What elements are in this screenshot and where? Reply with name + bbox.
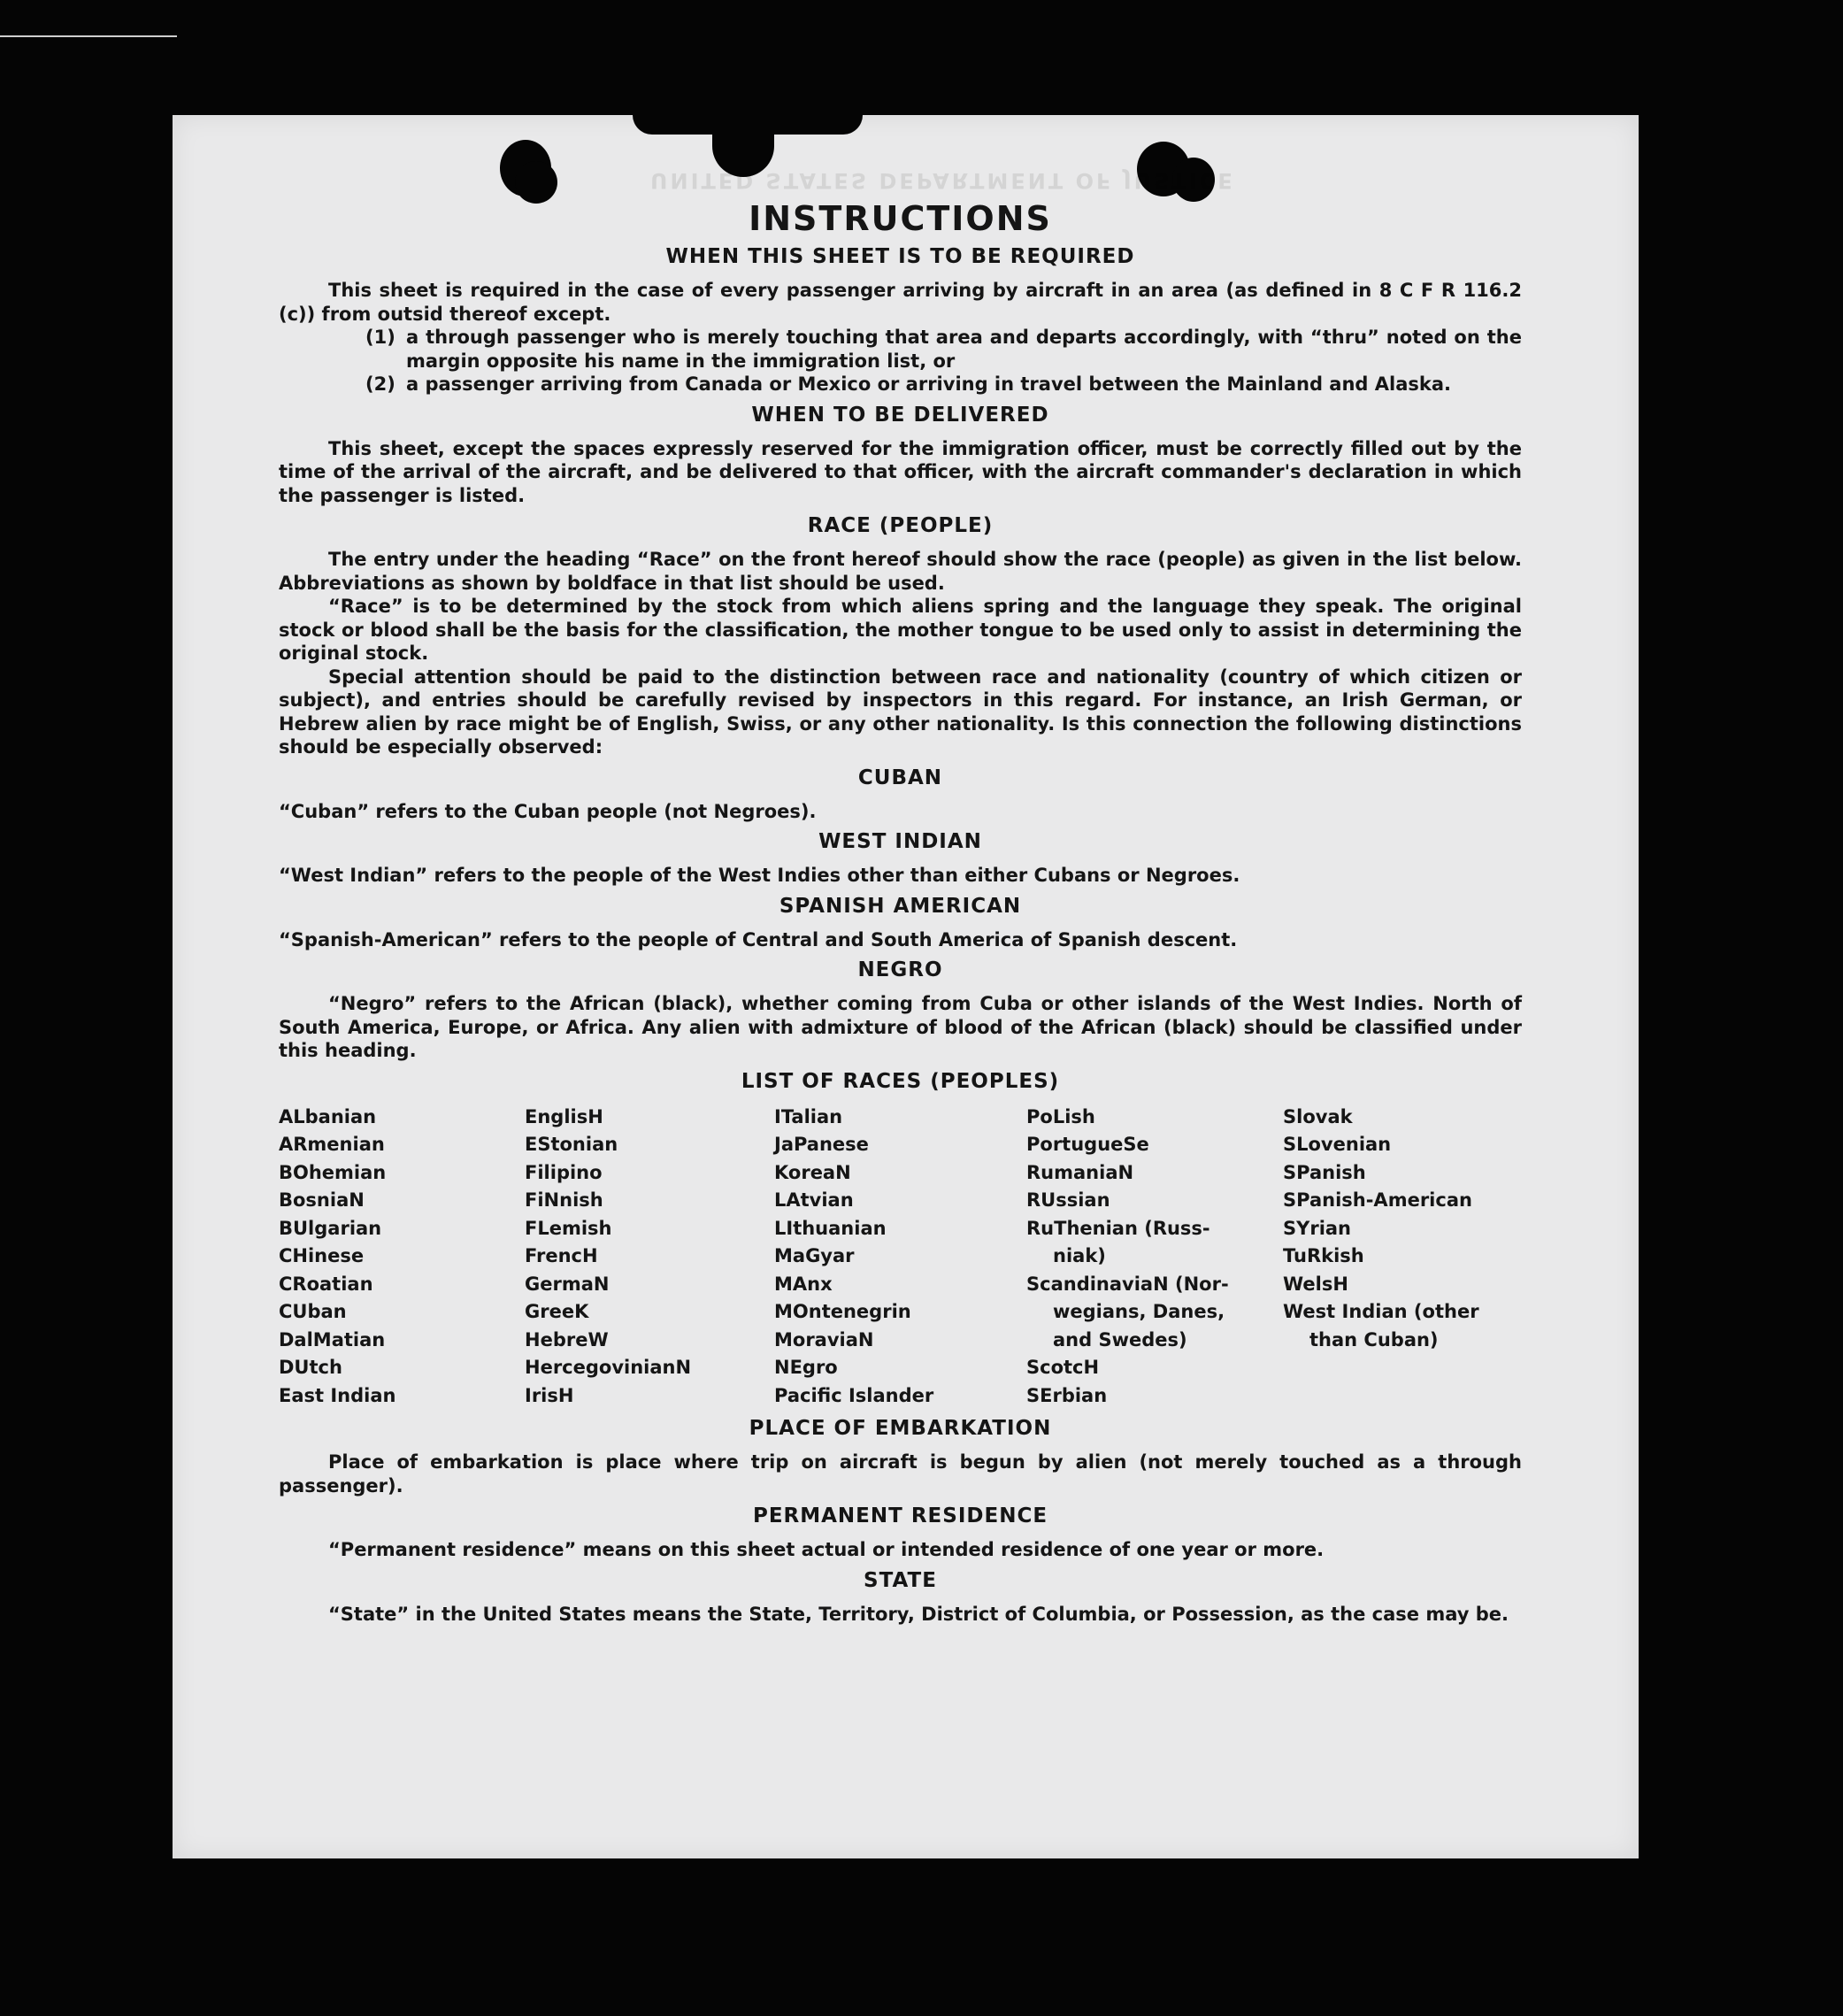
race-entry: RUssian (1026, 1189, 1110, 1211)
race-entry: GermaN (525, 1273, 610, 1295)
races-column (279, 1104, 525, 1411)
exception-number: (2) (365, 373, 395, 395)
race-entry: Filipino (525, 1161, 603, 1183)
heading-embarkation: PLACE OF EMBARKATION (749, 1417, 1052, 1440)
race-entry: ScotcH (1026, 1357, 1100, 1378)
race-entry: HercegovinianN (525, 1357, 692, 1378)
race-entry: EnglisH (525, 1105, 603, 1127)
race-entry: SLovenian (1283, 1134, 1392, 1155)
race-entry: SErbian (1026, 1384, 1108, 1406)
race-entry: FrencH (525, 1245, 598, 1266)
race-entry: EStonian (525, 1134, 618, 1155)
race-entry: NEgro (774, 1357, 838, 1378)
race-entry: PortugueSe (1026, 1134, 1149, 1155)
race-entry: IrisH (525, 1384, 574, 1406)
race-entry: CHinese (279, 1245, 365, 1266)
race-entry: CRoatian (279, 1273, 373, 1295)
race-paragraph: “Race” is to be determined by the stock from which aliens spring and the language they speak. The original stock or blood shall be the basis for the classification, the mother tongue to be used only to assist in determining the original stock. (279, 596, 1522, 664)
race-entry: JaPanese (774, 1134, 869, 1155)
punch-hole-left-lower (515, 161, 557, 204)
when-required-intro: This sheet is required in the case of every passenger arriving by aircraft in an area (as defined in 8 C F R 116.2 (c)) from outsid thereof except. (279, 280, 1522, 325)
races-column (1026, 1104, 1283, 1411)
race-entry: Pacific Islander (774, 1384, 934, 1406)
state-text: “State” in the United States means the State, Territory, District of Columbia, or Possession, as the case may be. (328, 1603, 1509, 1625)
residence-text: “Permanent residence” means on this sheet actual or intended residence of one year or more. (328, 1539, 1325, 1560)
race-entry: Slovak (1283, 1105, 1353, 1127)
race-entry-continued: than Cuban) (1309, 1328, 1439, 1350)
race-paragraph: The entry under the heading “Race” on the front hereof should show the race (people) as given in the list below. Abbreviations as shown by boldface in that list should be used. (279, 549, 1522, 594)
heading-negro: NEGRO (857, 958, 943, 981)
page-title: INSTRUCTIONS (749, 199, 1052, 238)
heading-spanish-american: SPANISH AMERICAN (779, 894, 1022, 918)
races-list (279, 1104, 1522, 1411)
race-entry: ScandinaviaN (Nor- (1026, 1273, 1229, 1295)
exception-number: (1) (365, 327, 395, 348)
heading-state: STATE (864, 1568, 937, 1592)
heading-west-indian: WEST INDIAN (818, 830, 982, 853)
exception-item (279, 373, 1522, 396)
race-entry: ARmenian (279, 1134, 385, 1155)
race-entry: DalMatian (279, 1328, 386, 1350)
race-paragraph: Special attention should be paid to the distinction between race and nationality (country of which citizen or subject), and entries should be carefully revised by inspectors in this regard. For instance, an Irish German, or Hebrew alien by race might be of English, Swiss, or any other nationality. Is this connection the following distinctions should be especially observed: (279, 666, 1522, 758)
race-entry: BOhemian (279, 1161, 387, 1183)
heading-list-of-races: LIST OF RACES (PEOPLES) (741, 1069, 1060, 1093)
race-entry: West Indian (other (1283, 1301, 1479, 1322)
race-entry: MAnx (774, 1273, 833, 1295)
races-column (1283, 1104, 1522, 1411)
race-entry: TuRkish (1283, 1245, 1364, 1266)
bleed-through-text: UNITED STATES DEPARTMENT OF JUSTICE (650, 168, 1235, 193)
race-entry: MaGyar (774, 1245, 855, 1266)
race-entry: RuThenian (Russ- (1026, 1217, 1210, 1239)
race-entry: MoraviaN (774, 1328, 874, 1350)
heading-when-delivered: WHEN TO BE DELIVERED (751, 403, 1049, 427)
cuban-text: “Cuban” refers to the Cuban people (not Negroes). (279, 800, 817, 822)
race-entry: MOntenegrin (774, 1301, 911, 1322)
exception-text: a through passenger who is merely touching that area and departs accordingly, with “thru” noted on the margin opposite his name in the immigration list, or (406, 327, 1522, 372)
race-entry: SPanish (1283, 1161, 1366, 1183)
race-entry: East Indian (279, 1384, 396, 1406)
race-entry: LAtvian (774, 1189, 854, 1211)
races-column (774, 1104, 1026, 1411)
embarkation-text: Place of embarkation is place where trip on aircraft is begun by alien (not merely touched as a through passenger). (279, 1451, 1522, 1497)
instructions-content (279, 199, 1522, 1626)
race-entry-continued: niak) (1053, 1245, 1106, 1266)
race-entry: ITalian (774, 1105, 843, 1127)
document-page (173, 115, 1639, 1858)
scan-edge-mark (0, 35, 177, 37)
exception-item (279, 326, 1522, 373)
race-entry: BUlgarian (279, 1217, 382, 1239)
spanish-american-text: “Spanish-American” refers to the people of Central and South America of Spanish descent. (279, 928, 1238, 950)
race-entry: FLemish (525, 1217, 612, 1239)
race-entry: KoreaN (774, 1161, 851, 1183)
race-entry: PoLish (1026, 1105, 1095, 1127)
race-entry: DUtch (279, 1357, 342, 1378)
race-entry: ALbanian (279, 1105, 377, 1127)
race-entry: WelsH (1283, 1273, 1348, 1295)
heading-when-required: WHEN THIS SHEET IS TO BE REQUIRED (665, 245, 1135, 268)
when-delivered-text: This sheet, except the spaces expressly reserved for the immigration officer, must be correctly filled out by the time of the arrival of the aircraft, and be delivered to that officer, with the aircraft commander's declaration in which the passenger is listed. (279, 437, 1522, 506)
race-entry-continued: and Swedes) (1053, 1328, 1187, 1350)
heading-cuban: CUBAN (857, 766, 943, 789)
race-entry: BosniaN (279, 1189, 365, 1211)
race-entry: GreeK (525, 1301, 589, 1322)
race-entry: CUban (279, 1301, 347, 1322)
west-indian-text: “West Indian” refers to the people of the West Indies other than either Cubans or Negroes. (279, 865, 1240, 886)
race-entry: SYrian (1283, 1217, 1352, 1239)
races-column (525, 1104, 774, 1411)
race-entry: LIthuanian (774, 1217, 887, 1239)
race-entry: RumaniaN (1026, 1161, 1134, 1183)
race-entry: HebreW (525, 1328, 609, 1350)
race-entry: FiNnish (525, 1189, 603, 1211)
race-entry-continued: wegians, Danes, (1053, 1301, 1225, 1322)
exception-text: a passenger arriving from Canada or Mexico or arriving in travel between the Mainland and Alaska. (406, 373, 1451, 395)
heading-race: RACE (PEOPLE) (807, 514, 994, 537)
race-entry: SPanish-American (1283, 1189, 1472, 1211)
negro-text: “Negro” refers to the African (black), whether coming from Cuba or other islands of the West Indies. North of South America, Europe, or Africa. Any alien with admixture of blood of the African (black) should be classified under this heading. (279, 993, 1522, 1061)
heading-permanent-residence: PERMANENT RESIDENCE (752, 1504, 1048, 1527)
